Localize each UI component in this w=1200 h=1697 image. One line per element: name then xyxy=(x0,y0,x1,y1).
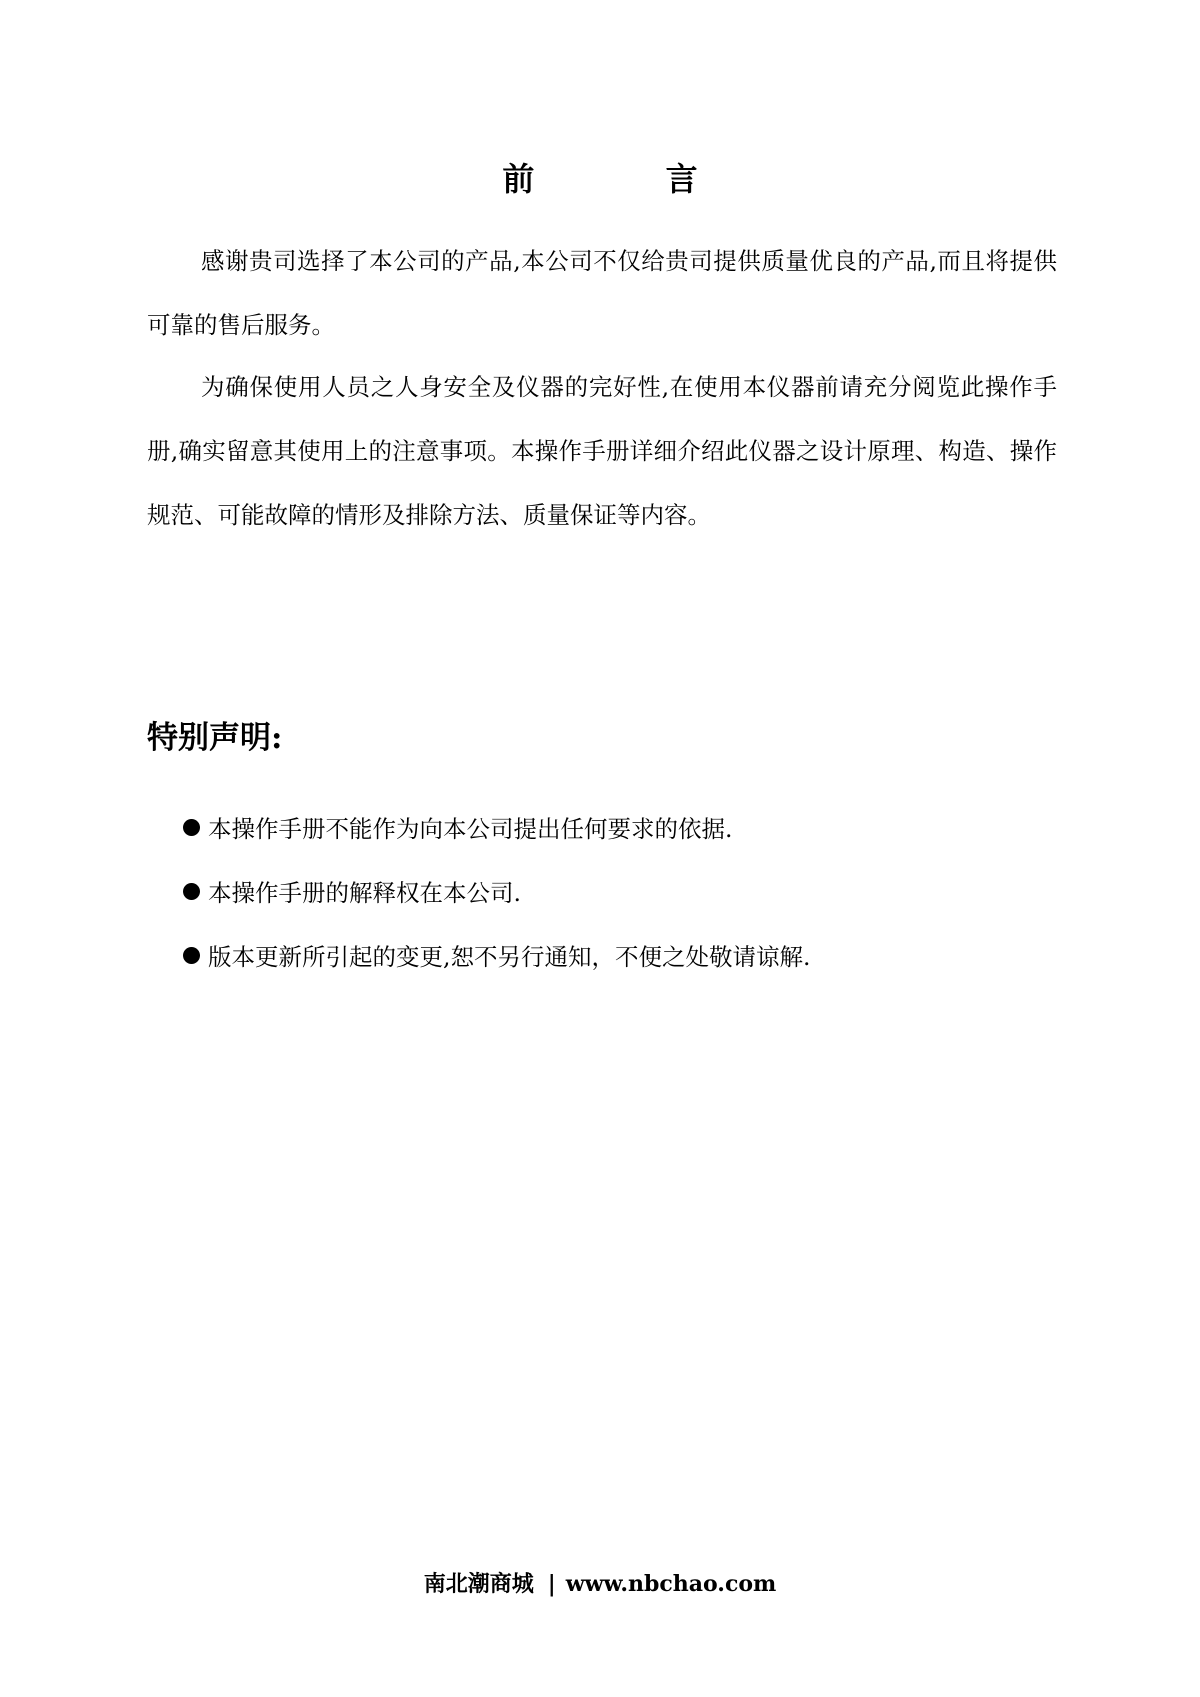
footer-url-link[interactable]: www.nbchao.com xyxy=(565,1571,777,1597)
bullet-icon xyxy=(183,819,200,836)
list-item xyxy=(183,923,810,987)
list-item xyxy=(183,859,810,923)
notice-item-text: 本操作手册不能作为向本公司提出任何要求的依据. xyxy=(208,815,733,843)
notice-item-text: 版本更新所引起的变更,恕不另行通知，不便之处敬请谅解. xyxy=(208,943,811,971)
special-notice-list xyxy=(183,795,810,987)
notice-item-text: 本操作手册的解释权在本公司. xyxy=(208,879,521,907)
footer-separator: | xyxy=(547,1571,556,1597)
bullet-icon xyxy=(183,947,200,964)
special-notice-heading: 特别声明: xyxy=(147,720,283,756)
preface-paragraph-1: 感谢贵司选择了本公司的产品,本公司不仅给贵司提供质量优良的产品,而且将提供可靠的售后服务。 xyxy=(147,247,1057,339)
footer-brand: 南北潮商城 xyxy=(423,1571,534,1597)
preface-paragraph-2: 为确保使用人员之人身安全及仪器的完好性,在使用本仪器前请充分阅览此操作手册,确实留意其使用上的注意事项。本操作手册详细介绍此仪器之设计原理、构造、操作规范、可能故障的情形及排除方法、质量保证等内容。 xyxy=(147,373,1057,529)
list-item xyxy=(183,795,810,859)
page-footer xyxy=(0,1569,1200,1599)
bullet-icon xyxy=(183,883,200,900)
page-title: 前 言 xyxy=(502,160,758,198)
